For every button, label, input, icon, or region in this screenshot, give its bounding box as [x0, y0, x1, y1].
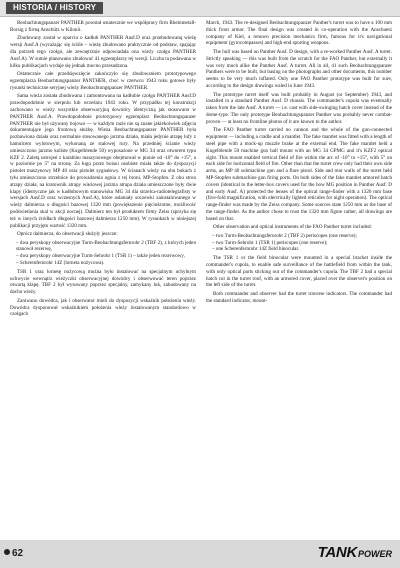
instrument-list [206, 233, 392, 253]
list-item: – Scherenfernrohr 14Z (lorneta nożycowa). [16, 260, 196, 267]
paragraph: Sama wieża została zbudowana i zamontowana na kadłubie czołgu PANTHER Ausf.D prawdopodobnie w sierpniu lub wrześniu 1943 roku. W przypadku tej konstrukcji zachowano w wieży wszystkie obserwacyjną dowódcy identyczną jak stosowano w PANTHER Ausf.A. Prawdopodobnie prototypowy egzemplarz Beobachtungspanzer PANTHER nie był używany bojowo — w każdym razie nie są znane jakiekolwiek zdjęcia dokumentujące jego frontową służbę. Wieża Beobachtungspanzer PANTHER była pozbawiona działa oraz normalnie stosowanego jarzma działa, miała jedynie atrapę lufy z hamulcem wylotowym, wykonaną ze stalowej rury. Na przedniej ścianie wieży umieszczono jarzmo kuliste (Kugelblende 50) wyposażone w MG 34 oraz otworem typu KZF 2. Zaletą ustrojeń z karabinu maszynowego obejmował w pionie od -10° do +15°, a w poziomie po 5° na stronę. Za ługu przez boisni osobiste miała także do dyspozycji pistolet maszynowy MP 40 oraz pistolet sygnałowy. W ścianach wieży na obu bokach z tyłu umieszczono strzelnice do prowadzenia ognia z tej broni, MP-Stopfen. Z obu stron atrapy działa, na kratownik atrapy wieżowej jarzma atrapa działa umieszczone były dwie klapy (identyczne jak w kadłubowym stanowisku MG 34 dla strzelca-radiotelegrafisty w wersjach Ausf.D oraz wczesnych Ausf.A), które osłaniały soczewki zainstalowanego w wieży dalmierza o długości bazowej 1320 mm (powiększenie pięciokrotne, możliwość podświetlania skal w akcji nocnej). Dalmierz ten był produktem firmy Zeiss (sprzyka się też w innych źródłach długości bazowej dalmierza 1250 mm). W rysunkach w niniejszej publikacji przyjęto wartość 1320 mm. [10, 93, 196, 229]
polish-text-column [10, 20, 196, 535]
list-item: – dwa peryskopy obserwacyjne Turm-Sehrohr 1 (TSR 1) – także jeden rezerwowy, [16, 253, 196, 260]
paragraph: Zbudowany został w oparciu o kadłub PANTHER Ausf.D oraz przebudowaną wieżę wersji Ausf.A (wyrażając się ściśle – wieżę zbudowano praktycznie od podstaw, spajając dla potrzeb tego czołgu, ale zewnętrznie odpowiadała ona wieży czołgu PANTHER Ausf.A). W sumie planowano zbudować 41 egzemplarzy tej wersji. Liczba ta podawana w kilku publikacjach wydaje się jednak mocno przesadzona. [10, 35, 196, 69]
paragraph: Beobachtungspanzer PANTHER powstał ostatecznie we współpracy firm Rheinmetall-Borsig z firmą Anschütz w Kilonii. [10, 20, 196, 33]
paragraph: The prototype turret itself was built probably in August (or September) 1943, and installed in a standard Panther Ausf. D chassis. The commander's cupola was eventually taken from the late Ausf. A turret — i.e. cast with side-swinging hatch cover instead of the dome-type. The only prototype Beobachtungspanzer Panther was probably never combat-proven — at least no frontline photos of it are known to the author. [206, 91, 392, 125]
observation-list [10, 240, 196, 267]
paragraph: Ostatecznie całe przedsięwzięcie zakończyło się zbudowaniem prototypowego egzemplarza Beobachtungspanzer PANTHER, choć w czerwcu 1943 roku gotowe były rysunki techniczne seryjnej wieży Beobachtungspanzer PANTHER. [10, 71, 196, 91]
paragraph: TSR 1 oraz lornetę nożycową można było instalować na specjalnym uchylnym uchwycie wewnątrz wieżyczki obserwacyjnej dowódcy i obserwować teren poprzez otwartą klapę. TBF 2 był wysuwany poprzez specjalny, zamykany luk, zabudowany na dachu wieży. [10, 268, 196, 296]
list-item: – dwa peryskopy obserwacyjne Turm-Beobachtungsfernrohr 2 (TBF 2), z których jeden stanowił rezerwę, [16, 240, 196, 254]
paragraph: The hull was based on Panther Ausf. D design, with a re-worked Panther Ausf. A turret. Strictly speaking — this was built from the scratch for the FAO Panther, but externally it was very much alike the Panther Ausf. A turret. All in all, 41 such Beobachtungspanzer Panthers were to be built, but basing on the photographs and other documents, this number seems to be very much inflated. Only one FAO Panther prototype was built for sure, according to the design drawings waled in June 1943. [206, 48, 392, 89]
list-item: – two Turm-Sehrohr 1 (TSR 1) periscopes (one reserve); [212, 240, 392, 247]
paragraph: Zaniwano dowódca, jak i obserwator mieli do dyspozycji wskaźnik położenia wieży. Dowódca dysponował wskaźnikiem położenia wieży instalowanym standardowo w czołgach [10, 297, 196, 318]
page-number: 62 [4, 548, 23, 559]
paragraph: The FAO Panther turret carried no cannon and the whole of the gun-connected equipment — including a cradle and a mantlet. The fake mantlet was fitted with a length of steel pipe with a mock-up muzzle brake at the external end. The fake mantlet held a Kugelblende 50 machine gun ball mount with an MG 34 GPMG and it's KZF2 optical sight. This mount enabled vertical field of fire within the arc of -10° to +15°, with 5° on each side for horizontal field of fire. Other than that the turret crew only had their own side arms, an MP 40 submachine gun and a flare pistol. Side and rear walls of the turret held MP-Stopfen submachine gun firing ports. On both sides of the fake mantlet armored hatch covers (identical to the letter-box covers used for the bow MG position in Panther Ausf. D and early Ausf. A) protected the lenses of the optical range-finder with a 1320 mm base (five-fold magnification, with electrically lighted reticules for night operation). The optical range-finder was made by the Zeiss company. Some sources state 1250 mm as the base of the range-finder. As the author chose to trust the 1320 mm figure rather, all drawings are based on that. [206, 127, 392, 222]
paragraph: Other observation and optical instruments of the FAO Panther turret included: [213, 224, 372, 231]
tankpower-logo [318, 544, 392, 561]
list-item: – one Scherenfernrohr 14Z field binocular. [212, 246, 392, 253]
logo-tank-text: TANK [317, 544, 357, 561]
header-bar [0, 0, 400, 17]
list-item: – two Turm-Beobachtungsfernrohr 2 (TBF 2) periscopes (one reserve); [212, 233, 392, 240]
english-text-column [206, 20, 392, 535]
paragraph: Oprócz dalmierza, do obserwacji służyły jeszcze: [17, 231, 118, 238]
paragraph: The TSR 1 or the field binocular were mounted in a special bracket inside the commander's cupola, to enable safe surveillance of the battlefield from within the tank, with only optical parts sticking out of the commander's cupola. The TBF 2 had a special hatch cut in the turret roof, with an armored cover, placed over the observer's position on the left side of the turret. [206, 255, 392, 289]
paragraph: Both commander and observer had the turret traverse indicators. The commander had the standard indicator, mount- [206, 291, 392, 304]
paragraph: March, 1943. The re-designed Beobachtungspanzer Panther's turret was to have a 100 mm thick front armor. The final design was created in co-operation with the Anschuetz company of Kiel, a renown precision mechanics firm, famous for it's navigational equipment (gyrocompasses) and high-end sporting weapons. [206, 20, 392, 47]
section-label: HISTORIA / HISTORY [6, 2, 103, 14]
logo-power-text: POWER [357, 549, 392, 559]
